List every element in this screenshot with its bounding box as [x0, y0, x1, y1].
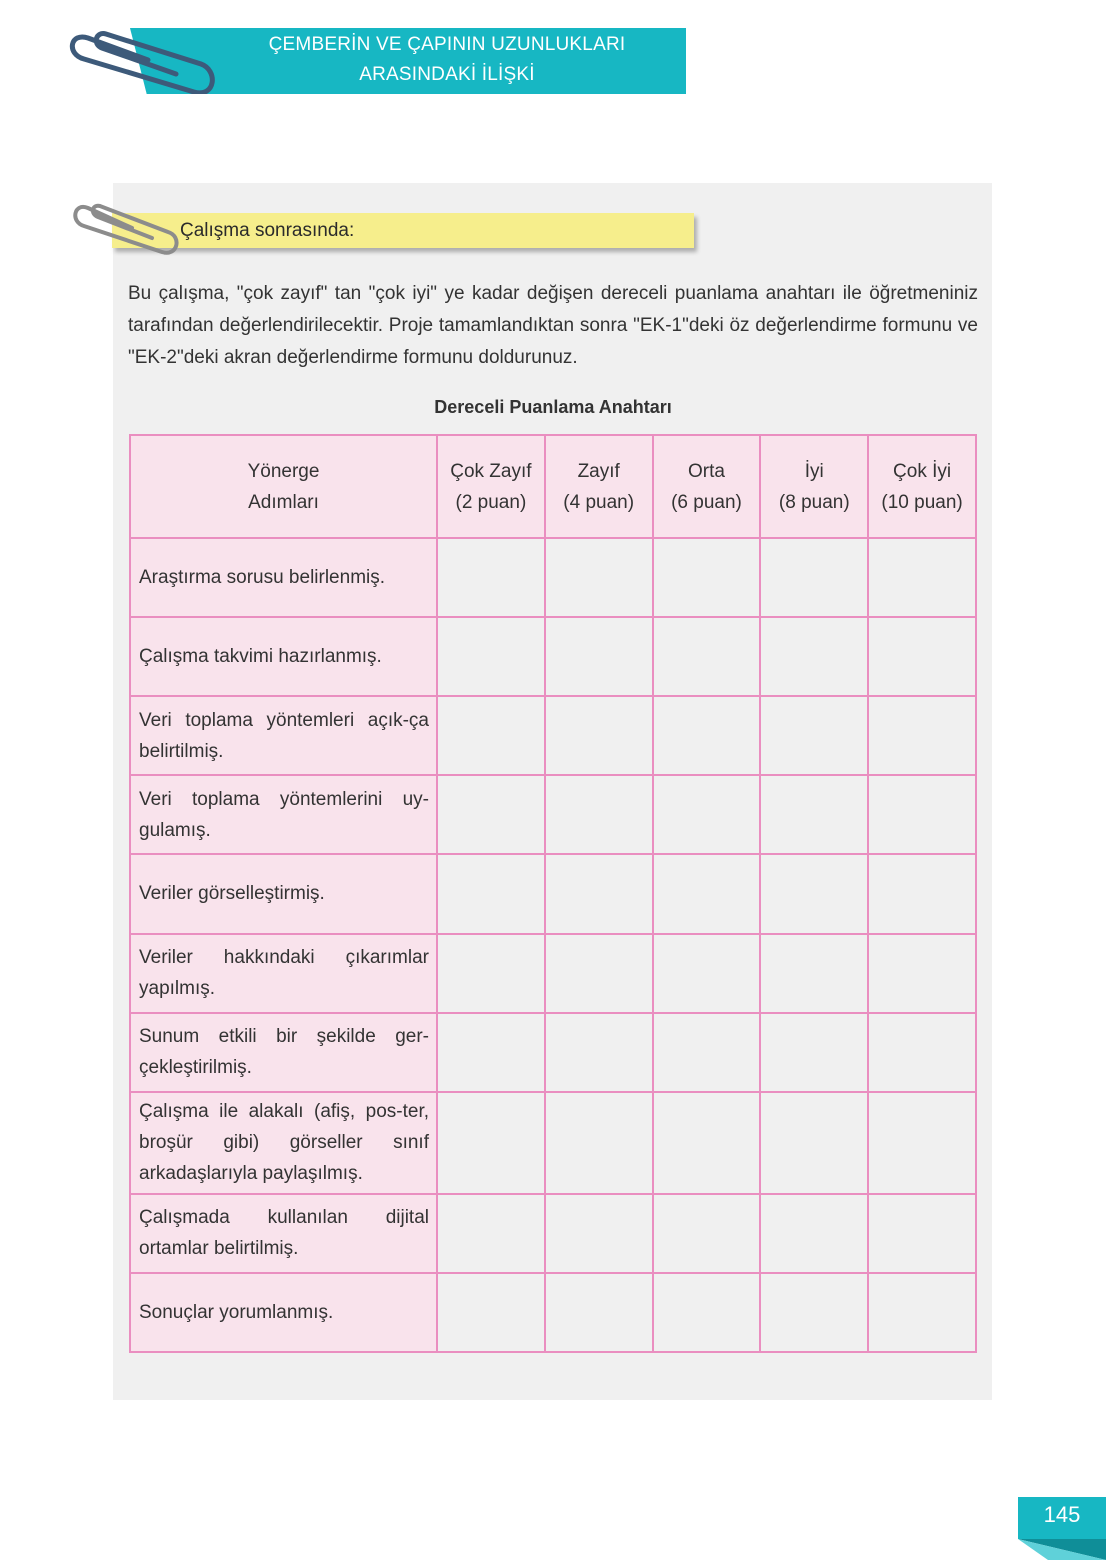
score-cell[interactable]: [868, 1194, 976, 1273]
score-cell[interactable]: [760, 934, 868, 1013]
score-cell[interactable]: [545, 854, 653, 933]
header-col-points: (4 puan): [563, 491, 635, 513]
header-col-points: (10 puan): [881, 491, 963, 513]
score-cell[interactable]: [760, 696, 868, 775]
paperclip-icon: [66, 24, 216, 94]
header-col-name: Zayıf: [577, 460, 620, 482]
score-cell[interactable]: [868, 1013, 976, 1092]
score-cell[interactable]: [545, 775, 653, 854]
header-col-name: Orta: [688, 460, 725, 482]
score-cell[interactable]: [545, 1013, 653, 1092]
table-title: Dereceli Puanlama Anahtarı: [434, 397, 672, 417]
score-cell[interactable]: [437, 934, 545, 1013]
table-row: [130, 1013, 976, 1092]
step-cell: Çalışma takvimi hazırlanmış.: [130, 617, 437, 696]
table-row: [130, 1092, 976, 1194]
header-title-line2: ARASINDAKİ İLİŞKİ: [359, 64, 535, 85]
header-col-cok-zayif: [437, 435, 545, 538]
step-cell: Veriler görselleştirmiş.: [130, 854, 437, 933]
table-row: [130, 854, 976, 933]
step-cell: Araştırma sorusu belirlenmiş.: [130, 538, 437, 617]
score-cell[interactable]: [437, 1273, 545, 1352]
score-cell[interactable]: [653, 538, 761, 617]
score-cell[interactable]: [545, 538, 653, 617]
score-cell[interactable]: [760, 617, 868, 696]
score-cell[interactable]: [760, 775, 868, 854]
score-cell[interactable]: [868, 1092, 976, 1194]
score-cell[interactable]: [437, 1194, 545, 1273]
score-cell[interactable]: [868, 854, 976, 933]
score-cell[interactable]: [653, 1092, 761, 1194]
table-row: [130, 617, 976, 696]
step-cell: Çalışmada kullanılan dijital ortamlar belirtilmiş.: [130, 1194, 437, 1273]
score-cell[interactable]: [653, 934, 761, 1013]
header-col-zayif: [545, 435, 653, 538]
table-row: [130, 775, 976, 854]
header-col-iyi: [760, 435, 868, 538]
table-row: [130, 538, 976, 617]
score-cell[interactable]: [760, 538, 868, 617]
header-col-points: (2 puan): [455, 491, 527, 513]
score-cell[interactable]: [437, 1013, 545, 1092]
paperclip-small-icon: [72, 196, 180, 256]
score-cell[interactable]: [437, 854, 545, 933]
score-cell[interactable]: [868, 538, 976, 617]
step-cell: Veri toplama yöntemleri açık-ça belirtilmiş.: [130, 696, 437, 775]
step-cell: Veri toplama yöntemlerini uy-gulamış.: [130, 775, 437, 854]
header-col-name: Çok İyi: [893, 460, 952, 482]
step-cell: Veriler hakkındaki çıkarımlar yapılmış.: [130, 934, 437, 1013]
header-title-line1: ÇEMBERİN VE ÇAPININ UZUNLUKLARI: [268, 34, 626, 55]
score-cell[interactable]: [437, 1092, 545, 1194]
score-cell[interactable]: [760, 1273, 868, 1352]
score-cell[interactable]: [545, 1092, 653, 1194]
rubric-table: [129, 434, 977, 1353]
header-col-points: (6 puan): [671, 491, 742, 513]
header-step-line2: Adımları: [248, 491, 319, 513]
score-cell[interactable]: [760, 1092, 868, 1194]
table-row: [130, 934, 976, 1013]
score-cell[interactable]: [545, 1273, 653, 1352]
score-cell[interactable]: [760, 1194, 868, 1273]
table-row: [130, 696, 976, 775]
score-cell[interactable]: [437, 775, 545, 854]
score-cell[interactable]: [760, 1013, 868, 1092]
table-header-row: [130, 435, 976, 538]
score-cell[interactable]: [653, 854, 761, 933]
table-row: [130, 1194, 976, 1273]
score-cell[interactable]: [653, 617, 761, 696]
score-cell[interactable]: [868, 934, 976, 1013]
header-col-name: Çok Zayıf: [450, 460, 532, 482]
score-cell[interactable]: [653, 1194, 761, 1273]
score-cell[interactable]: [437, 538, 545, 617]
step-cell: Sunum etkili bir şekilde ger-çekleştirilmiş.: [130, 1013, 437, 1092]
score-cell[interactable]: [437, 617, 545, 696]
score-cell[interactable]: [545, 617, 653, 696]
score-cell[interactable]: [868, 1273, 976, 1352]
header-step-cell: [130, 435, 437, 538]
intro-paragraph: Bu çalışma, "çok zayıf" tan "çok iyi" ye kadar değişen dereceli puanlama anahtarı ile öğretmeniniz tarafından değerlendirilecektir. Proje tamamlandıktan sonra "EK-1"deki öz değerlendirme formunu ve "EK-2"deki akran değerlendirme formunu doldurunuz.: [128, 283, 978, 368]
score-cell[interactable]: [868, 696, 976, 775]
score-cell[interactable]: [760, 854, 868, 933]
score-cell[interactable]: [545, 1194, 653, 1273]
score-cell[interactable]: [545, 696, 653, 775]
page-number: 145: [1043, 1502, 1081, 1527]
score-cell[interactable]: [653, 1273, 761, 1352]
score-cell[interactable]: [868, 775, 976, 854]
score-cell[interactable]: [545, 934, 653, 1013]
header-col-points: (8 puan): [778, 491, 850, 513]
score-cell[interactable]: [653, 1013, 761, 1092]
score-cell[interactable]: [437, 696, 545, 775]
table-row: [130, 1273, 976, 1352]
header-step-line1: Yönerge: [247, 460, 320, 482]
page-corner-decoration: [1018, 1539, 1106, 1560]
note-label: Çalışma sonrasında:: [180, 220, 355, 241]
score-cell[interactable]: [653, 696, 761, 775]
page-header-title: [200, 30, 694, 90]
step-cell: Çalışma ile alakalı (afiş, pos-ter, broşür gibi) görseller sınıf arkadaşlarıyla paylaşılmış.: [130, 1092, 437, 1194]
score-cell[interactable]: [868, 617, 976, 696]
header-col-name: İyi: [804, 460, 824, 482]
step-cell: Sonuçlar yorumlanmış.: [130, 1273, 437, 1352]
header-col-orta: [653, 435, 761, 538]
score-cell[interactable]: [653, 775, 761, 854]
header-col-cok-iyi: [868, 435, 976, 538]
